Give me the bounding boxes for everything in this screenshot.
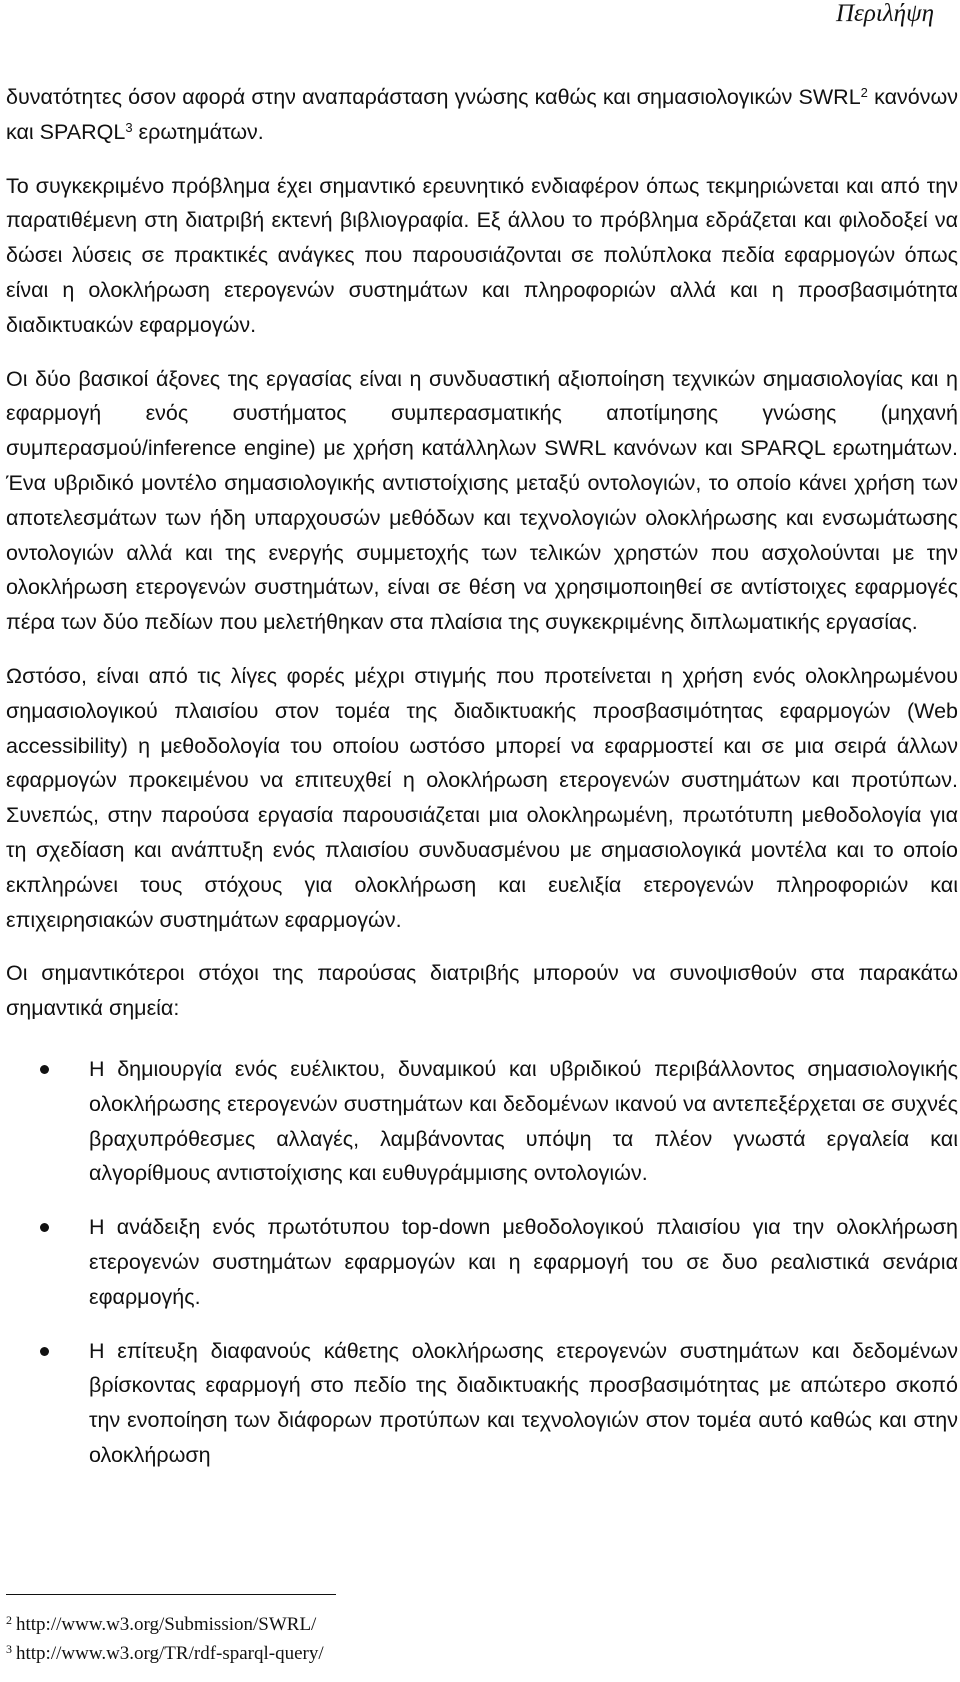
footnotes [6, 1610, 324, 1668]
list-item [6, 1052, 958, 1191]
footnote-link[interactable]: http://www.w3.org/TR/rdf-sparql-query/ [16, 1643, 324, 1664]
paragraph-2: Το συγκεκριμένο πρόβλημα έχει σημαντικό ερευνητικό ενδιαφέρον όπως τεκμηριώνεται και από την παρατιθέμενη στη διατριβή εκτενή βιβλιογραφία. Εξ άλλου το πρόβλημα εδράζεται και φιλοδοξεί να δώσει λύσεις σε πρακτικές ανάγκες που παρουσιάζονται σε πολύπλοκα πεδία εφαρμογών όπως είναι η ολοκλήρωση ετερογενών συστημάτων και πληροφοριών αλλά και η προσβασιμότητα διαδικτυακών εφαρμογών. [6, 173, 958, 337]
paragraph-1-text-a: δυνατότητες όσον αφορά στην αναπαράσταση γνώσης καθώς και σημασιολογικών SWRL [6, 85, 861, 109]
footnote-number: 3 [6, 1642, 12, 1656]
paragraph-3: Οι δύο βασικοί άξονες της εργασίας είναι η συνδυαστική αξιοποίηση τεχνικών σημασιολογίας και η εφαρμογή ενός συστήματος συμπερασματικής αποτίμησης γνώσης (μηχανή συμπερασμού/inference engine) με χρήση κατάλληλων SWRL κανόνων και SPARQL ερωτημάτων. Ένα υβριδικό μοντέλο σημασιολογικής αντιστοίχισης μεταξύ οντολογιών, το οποίο κάνει χρήση των αποτελεσμάτων των ήδη υπαρχουσών μεθόδων και τεχνολογιών ολοκλήρωσης και ενσωμάτωσης οντολογιών αλλά και της ενεργής συμμετοχής των τελικών χρηστών που ασχολούνται με την ολοκλήρωση ετερογενών συστημάτων, είναι σε θέση να χρησιμοποιηθεί σε αντίστοιχες εφαρμογές πέρα των δύο πεδίων που μελετήθηκαν στα πλαίσια της συγκεκριμένης διπλωματικής εργασίας. [6, 366, 958, 635]
list-item-text: Η επίτευξη διαφανούς κάθετης ολοκλήρωσης ετερογενών συστημάτων και δεδομένων βρίσκοντας εφαρμογή στο πεδίο της διαδικτυακής προσβασιμότητας με απώτερο σκοπό την ενοποίηση των διάφορων προτύπων και τεχνολογιών στον τομέα αυτό καθώς και στην ολοκλήρωση [89, 1338, 958, 1467]
footnote-2 [6, 1610, 324, 1639]
bullet-icon [40, 1223, 49, 1232]
footnote-ref-2: 2 [860, 85, 868, 100]
goals-list [6, 1052, 958, 1473]
footnote-number: 2 [6, 1613, 12, 1627]
running-header: Περιλήψη [835, 0, 934, 27]
footnote-ref-3: 3 [125, 119, 133, 135]
list-item [6, 1210, 958, 1314]
paragraph-1-text-b: κανόνων και SPARQL [6, 85, 958, 144]
paragraph-5: Οι σημαντικότεροι στόχοι της παρούσας διατριβής μπορούν να συνοψισθούν στα παρακάτω σημαντικά σημεία: [6, 961, 958, 1021]
body-text [6, 80, 958, 1492]
bullet-icon [40, 1347, 49, 1356]
list-item-text: Η δημιουργία ενός ευέλικτου, δυναμικού και υβριδικού περιβάλλοντος σημασιολογικής ολοκλήρωσης ετερογενών συστημάτων και δεδομένων ικανού να αντεπεξέρχεται σε συχνές βραχυπρόθεσμες αλλαγές, λαμβάνοντας υπόψη τα πλέον γνωστά εργαλεία και αλγορίθμους αντιστοίχισης και ευθυγράμμισης οντολογιών. [89, 1056, 958, 1186]
footnote-3 [6, 1639, 324, 1668]
paragraph-1 [6, 80, 958, 150]
list-item-text: Η ανάδειξη ενός πρωτότυπου top-down μεθοδολογικού πλαισίου για την ολοκλήρωση ετερογενών συστημάτων εφαρμογών και η εφαρμογή του σε δυο ρεαλιστικά σενάρια εφαρμογής. [89, 1215, 958, 1309]
paragraph-1-text-c: ερωτημάτων. [132, 119, 264, 144]
paragraph-4: Ωστόσο, είναι από τις λίγες φορές μέχρι στιγμής που προτείνεται η χρήση ενός ολοκληρωμένου σημασιολογικού πλαισίου στον τομέα της διαδικτυακής προσβασιμότητας εφαρμογών (Web accessibility) η μεθοδολογία του οποίου ωστόσο μπορεί να εφαρμοστεί και σε μια σειρά άλλων εφαρμογών προκειμένου να επιτευχθεί η ολοκλήρωση ετερογενών συστημάτων και προτύπων. Συνεπώς, στην παρούσα εργασία παρουσιάζεται μια ολοκληρωμένη, πρωτότυπη μεθοδολογία για τη σχεδίαση και ανάπτυξη ενός πλαισίου συνδυασμένου με σημασιολογικά μοντέλα και το οποίο εκπληρώνει τους στόχους για ολοκλήρωση και ευελιξία ετερογενών πληροφοριών και επιχειρησιακών συστημάτων εφαρμογών. [6, 663, 958, 932]
bullet-icon [40, 1065, 49, 1074]
footnote-divider [6, 1594, 336, 1595]
list-item [6, 1334, 958, 1473]
footnote-link[interactable]: http://www.w3.org/Submission/SWRL/ [16, 1614, 317, 1635]
